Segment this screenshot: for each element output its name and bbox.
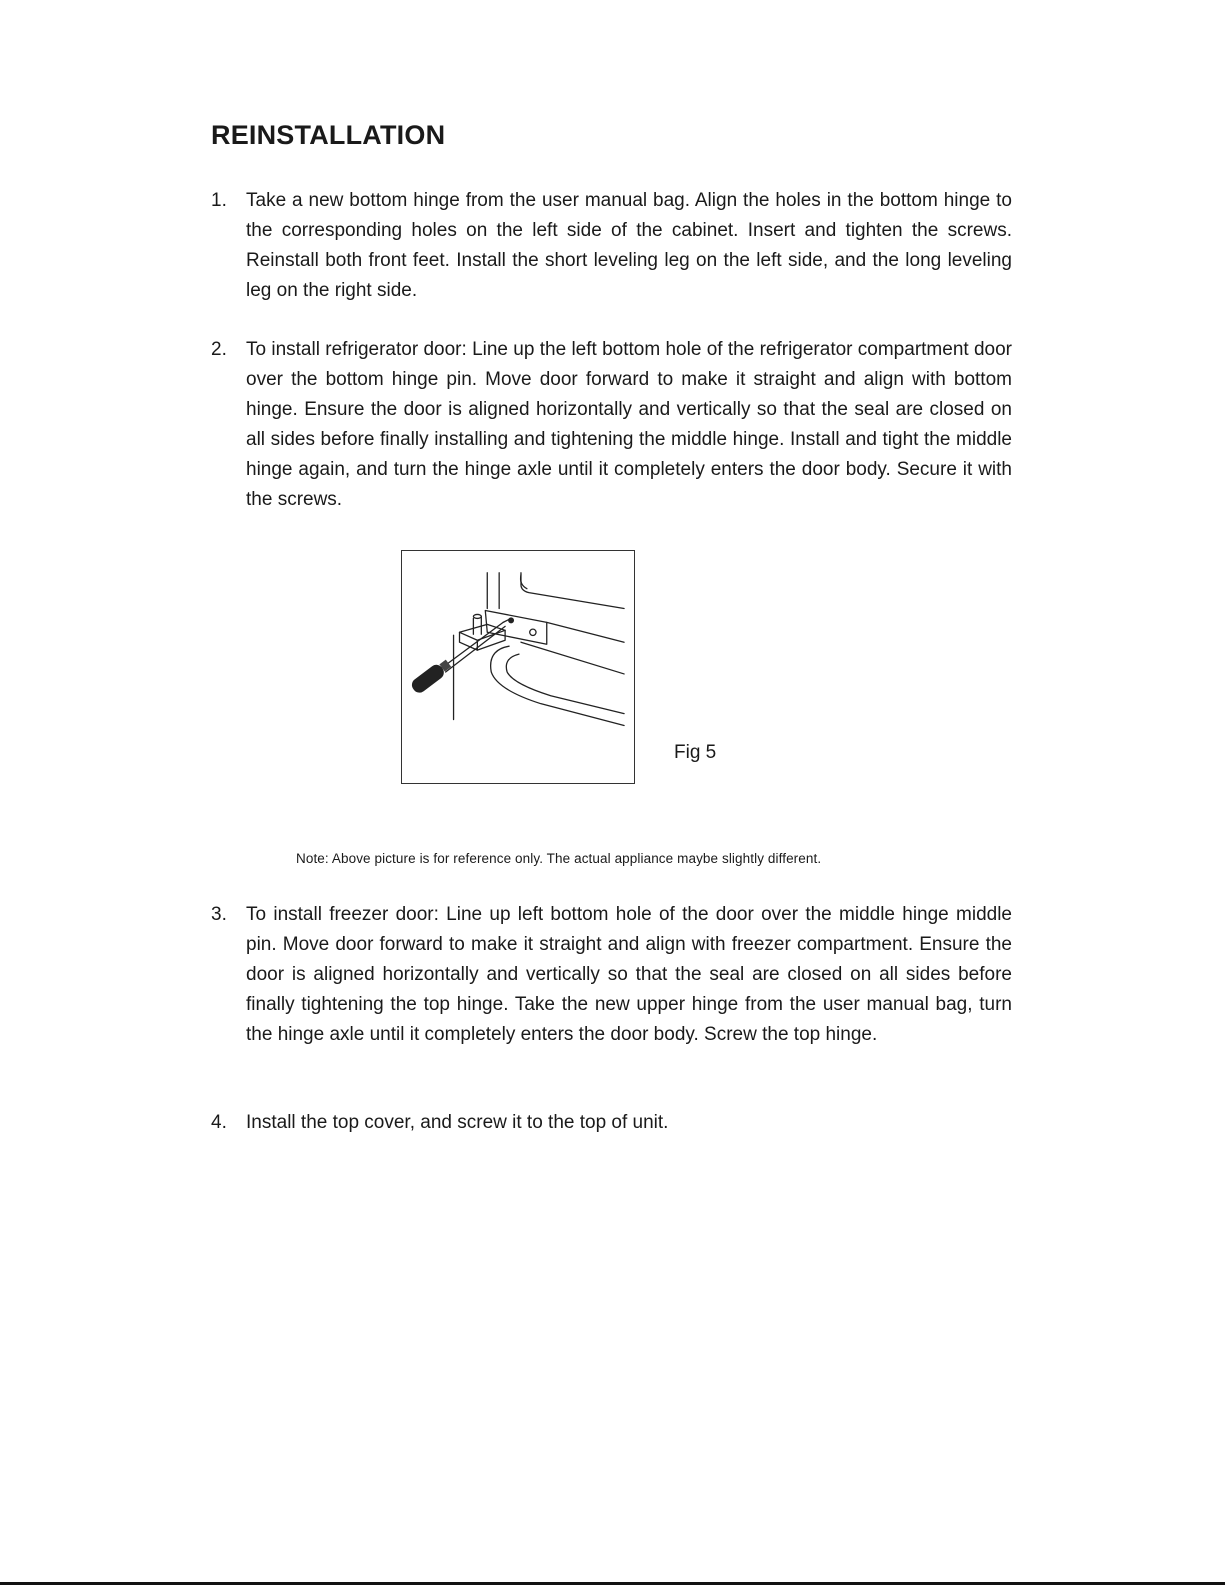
step-number: 1. bbox=[211, 190, 227, 211]
hinge-illustration-icon bbox=[402, 551, 634, 783]
step-number: 4. bbox=[211, 1112, 227, 1133]
step-text: To install refrigerator door: Line up the left bottom hole of the refrigerator compartment door over the bottom hinge pin. Move door forward to make it straight and align with bottom hinge. Ensure the door is aligned horizontally and vertically so that the seal are closed on all sides before finally installing and tightening the middle hinge. Install and tight the middle hinge again, and turn the hinge axle until it completely enters the door body. Secure it with the screws. bbox=[246, 339, 1012, 510]
step-4 bbox=[211, 1108, 1012, 1138]
page-title: REINSTALLATION bbox=[211, 120, 446, 150]
step-number: 2. bbox=[211, 339, 227, 360]
figure-note: Note: Above picture is for reference only. The actual appliance maybe slightly different. bbox=[296, 851, 822, 866]
step-1 bbox=[211, 186, 1012, 306]
step-text: Install the top cover, and screw it to the top of unit. bbox=[246, 1112, 669, 1133]
step-text: To install freezer door: Line up left bottom hole of the door over the middle hinge middle pin. Move door forward to make it straight and align with freezer compartment. Ensure the door is aligned horizontally and vertically so that the seal are closed on all sides before finally tightening the top hinge. Take the new upper hinge from the user manual bag, turn the hinge axle until it completely enters the door body. Screw the top hinge. bbox=[246, 904, 1012, 1045]
hinge-screwdriver-illustration bbox=[401, 550, 635, 784]
step-2 bbox=[211, 335, 1012, 515]
figure-label: Fig 5 bbox=[674, 742, 717, 763]
step-text: Take a new bottom hinge from the user manual bag. Align the holes in the bottom hinge to the corresponding holes on the left side of the cabinet. Insert and tighten the screws. Reinstall both front feet. Install the short leveling leg on the left side, and the long leveling leg on the right side. bbox=[246, 190, 1012, 301]
step-number: 3. bbox=[211, 904, 227, 925]
step-3 bbox=[211, 900, 1012, 1050]
